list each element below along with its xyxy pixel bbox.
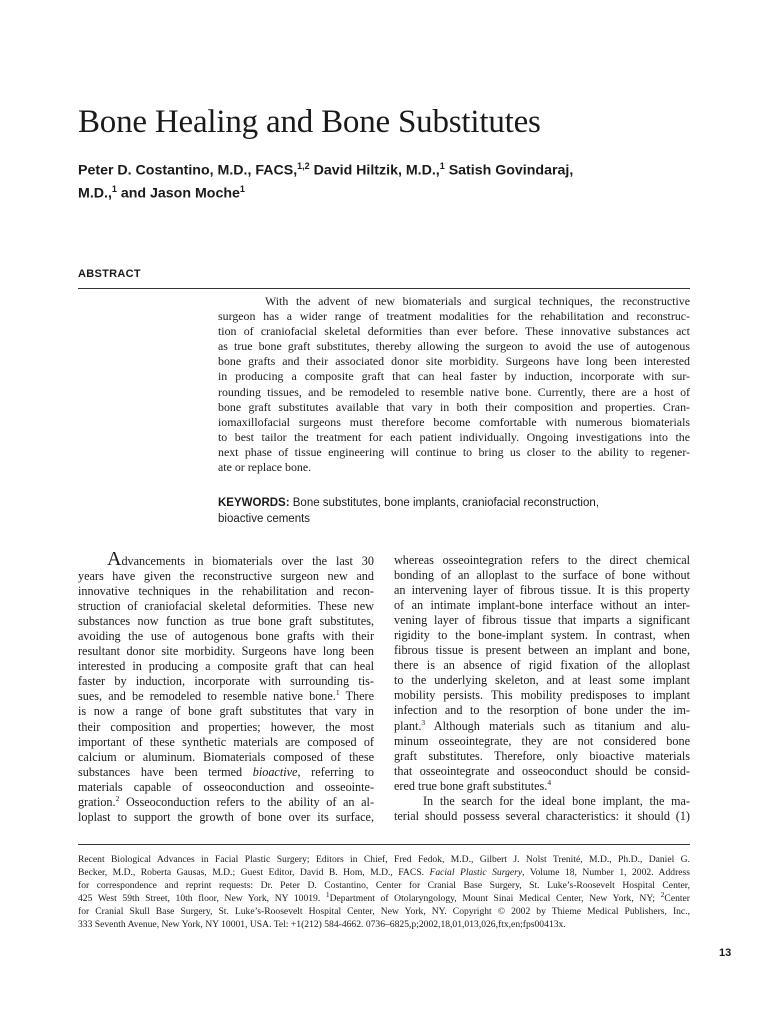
page-number: 13	[719, 947, 732, 959]
body-line: that osseointegrate and osseoconduct should be consid-	[394, 763, 690, 778]
body-line: rigidity to the bone-implant system. In contrast, when	[394, 628, 690, 643]
body-line: substances now function as true bone graft substitutes,	[78, 614, 374, 629]
abstract-line: to best tailor the treatment for each patient individually. Ongoing investigations into the	[218, 429, 690, 444]
abstract-line: bone graft substitutes available that vary in both their composition and properties. Cran-	[218, 399, 690, 414]
keywords-line-1	[218, 495, 690, 511]
body-line: faster by induction, incorporate with surrounding tis-	[78, 674, 374, 689]
body-line: substances have been termed bioactive, referring to	[78, 764, 374, 779]
reference-marker: 1	[335, 688, 340, 698]
body-line: Advancements in biomaterials over the last 30	[107, 548, 374, 570]
body-line: an intervening layer of fibrous tissue. It is this property	[394, 583, 690, 598]
keywords-text: Bone substitutes, bone implants, craniofacial reconstruction,	[289, 497, 599, 509]
body-line: gration.$^2$ Osseoconduction refers to the ability of an al-	[78, 793, 374, 809]
keywords-line-2: bioactive cements	[218, 513, 311, 525]
body-line: fibrous tissue is present between an implant and bone,	[394, 643, 690, 658]
body-line: calcium or aluminum. Biomaterials composed of these	[78, 749, 374, 764]
reference-marker: 4	[547, 777, 552, 787]
author-list	[78, 157, 698, 202]
keywords	[218, 495, 690, 527]
body-line: important of these synthetic materials are composed of	[78, 734, 374, 749]
author-line-2: M.D.,$^1$ and Jason Moche$^1$	[78, 183, 245, 202]
body-line: to the underlying skeleton, and at least some implant	[394, 673, 690, 688]
body-line: graft substitutes. Therefore, only bioactive materials	[394, 748, 690, 763]
abstract-heading: ABSTRACT	[78, 268, 141, 280]
publication-footnote	[78, 853, 690, 931]
abstract-line: rounding tissues, and be remodeled to resemble native bone. Currently, there are a host of	[218, 384, 690, 399]
body-line: minum osseointegrate, they are not considered bone	[394, 733, 690, 748]
body-line: their composition and properties; however, the most	[78, 719, 374, 734]
body-line: In the search for the ideal bone implant, the ma-	[423, 793, 690, 808]
body-line: resultant donor site morbidity. Surgeons have long been	[78, 644, 374, 659]
body-line: ered true bone graft substitutes.$^4$	[394, 777, 552, 793]
body-line: infection and to the resorption of bone under the im-	[394, 703, 690, 718]
author-line-1: Peter D. Costantino, M.D., FACS,$^{1,2}$ David Hiltzik, M.D.,$^1$ Satish Govindaraj,	[78, 161, 574, 179]
abstract-line: next phase of tissue engineering will continue to bring us closer to the ability to regener-	[218, 444, 690, 459]
abstract-line: iomaxillofacial surgeons must therefore become comfortable with numerous biomaterials	[218, 414, 690, 429]
footnote-line: Becker, M.D., Roberta Gausas, M.D.; Guest Editor, David B. Hom, M.D., FACS. Facial Plastic Surgery, Volume 18, Number 1, 2002. Address	[78, 867, 690, 878]
abstract-line: in producing a composite graft that can heal faster by induction, incorporate with sur-	[218, 369, 690, 384]
body-line: mobility persists. This mobility predisposes to implant	[394, 688, 690, 703]
body-line: terial should possess several characteristics: it should (1)	[394, 808, 690, 823]
body-line: is now a range of bone graft substitutes that vary in	[78, 704, 374, 719]
reference-marker: 2	[115, 793, 120, 803]
footnote-line: 425 West 59th Street, 10th floor, New York, NY 10019. $^1$Department of Otolaryngology, Mount Sinai Medical Center, New York, NY; $^2$Center	[78, 889, 690, 904]
abstract-text	[218, 294, 690, 475]
body-line: years have given the reconstructive surgeon new and	[78, 569, 374, 584]
footnote-divider	[78, 844, 690, 845]
body-line: plant.$^3$ Although materials such as titanium and alu-	[394, 717, 690, 733]
footnote-line: for Cranial Skull Base Surgery, St. Luke’s-Roosevelt Hospital Center, New York, NY. Copyright © 2002 by Thieme Medical Publishers, Inc.,	[78, 906, 690, 917]
footnote-line: Recent Biological Advances in Facial Plastic Surgery; Editors in Chief, Fred Fedok, M.D., Gilbert J. Nolst Trenité, M.D., Ph.D., Daniel G.	[78, 854, 690, 865]
abstract-line: surgeon has a wider range of treatment modalities for the rehabilitation and reconstruc-	[218, 309, 690, 324]
article-title: Bone Healing and Bone Substitutes	[78, 104, 541, 140]
body-column-right	[394, 553, 690, 824]
drop-cap: A	[107, 548, 122, 570]
body-line: sues, and be remodeled to resemble native bone.$^1$ There	[78, 688, 374, 704]
abstract-line: With the advent of new biomaterials and surgical techniques, the reconstructive	[265, 294, 690, 308]
abstract-divider	[78, 288, 690, 289]
body-column-left	[78, 548, 374, 825]
footnote-line: 333 Seventh Avenue, New York, NY 10001, USA. Tel: +1(212) 584-4662. 0736–6825,p;2002,18,01,013,026,ftx,en;fps00413x.	[78, 919, 566, 930]
body-line: loplast to support the growth of bone over its surface,	[78, 809, 374, 824]
body-line: bonding of an alloplast to the surface of bone without	[394, 568, 690, 583]
body-line: vening layer of fibrous tissue that imparts a significant	[394, 613, 690, 628]
journal-name: Facial Plastic Surgery	[429, 867, 523, 878]
abstract-line: bone grafts and their associated donor site morbidity. Surgeons have long been interested	[218, 354, 690, 369]
body-line: interested in producing a composite graft that can heal	[78, 659, 374, 674]
reference-marker: 3	[421, 717, 426, 727]
body-line: struction of craniofacial skeletal deformities. These new	[78, 599, 374, 614]
body-line: of an intimate implant-bone interface without an inter-	[394, 598, 690, 613]
abstract-line: as true bone graft substitutes, thereby allowing the surgeon to avoid the use of autogenous	[218, 339, 690, 354]
abstract-line: tion of craniofacial skeletal deformities than ever before. These innovative substances act	[218, 324, 690, 339]
body-line: whereas osseointegration refers to the direct chemical	[394, 553, 690, 567]
abstract-line: ate or replace bone.	[218, 460, 312, 475]
body-line: there is an absence of rigid fixation of the alloplast	[394, 658, 690, 673]
emphasis-term: bioactive	[252, 764, 298, 779]
keywords-label: KEYWORDS:	[218, 497, 290, 509]
footnote-line: for correspondence and reprint requests: Dr. Peter D. Costantino, Center for Cranial Base Surgery, St. Luke’s-Roosevelt Hospital Center,	[78, 880, 690, 891]
body-line: materials capable of osseoconduction and osseointe-	[78, 779, 374, 794]
body-line: avoiding the use of autogenous bone grafts with their	[78, 629, 374, 644]
body-line: innovative techniques in the rehabilitation and recon-	[78, 584, 374, 599]
